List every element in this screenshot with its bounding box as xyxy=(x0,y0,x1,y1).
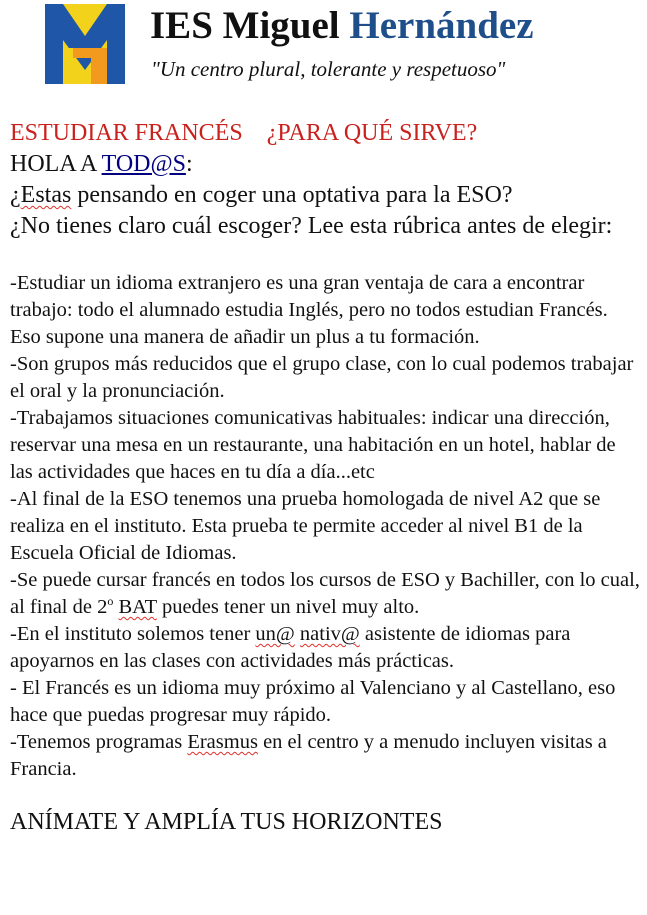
reason-6-flagged-word-2: nativ@ xyxy=(299,623,360,645)
greeting-suffix: : xyxy=(185,151,193,177)
question-1-rest: pensando en coger una optativa para la ESO? xyxy=(71,182,513,208)
document-title xyxy=(10,118,640,149)
question-2: ¿No tienes claro cuál escoger? Lee esta rúbrica antes de elegir: xyxy=(10,213,613,239)
closing-line: ANÍMATE Y AMPLÍA TUS HORIZONTES xyxy=(10,809,443,835)
reason-8-flagged-word: Erasmus xyxy=(187,731,258,753)
reason-paragraph xyxy=(10,729,640,783)
page-header xyxy=(0,0,647,100)
school-motto: "Un centro plural, tolerante y respetuoso" xyxy=(151,57,506,81)
school-name-part2: Hernández xyxy=(349,4,534,47)
reason-5-start: -Se puede cursar francés en todos los cursos de ESO y Bachiller, con lo cual, al final de 2 xyxy=(10,569,640,618)
reason-paragraph: -Trabajamos situaciones comunicativas habituales: indicar una dirección, reservar una mesa en un restaurante, una habitación en un hotel, hablar de las actividades que haces en tu día a día...etc xyxy=(10,407,616,483)
greeting-prefix: HOLA A xyxy=(10,151,102,177)
reason-paragraph: -Estudiar un idioma extranjero es una gran ventaja de cara a encontrar trabajo: todo el alumnado estudia Inglés, pero no todos estudian Francés. Eso supone una manera de añadir un plus a tu formación. xyxy=(10,272,608,348)
reason-8-rest: en el centro y a menudo incluyen visitas a Francia. xyxy=(10,731,607,780)
reason-5-flagged-word: BAT xyxy=(118,596,157,618)
reason-6-rest: asistente de idiomas para apoyarnos en las clases con actividades más prácticas. xyxy=(10,623,571,672)
reason-8-start: -Tenemos programas xyxy=(10,731,188,753)
document-body xyxy=(10,118,640,838)
blank-line xyxy=(10,783,640,807)
title-left: ESTUDIAR FRANCÉS xyxy=(10,120,243,146)
reason-paragraph: -Son grupos más reducidos que el grupo clase, con lo cual podemos trabajar el oral y la pronunciación. xyxy=(10,353,634,402)
blank-line xyxy=(10,242,640,270)
ordinal-superscript: o xyxy=(107,594,114,609)
question-1 xyxy=(10,180,640,211)
school-logo xyxy=(45,4,125,84)
school-name xyxy=(150,4,534,48)
reason-paragraph: -Al final de la ESO tenemos una prueba homologada de nivel A2 que se realiza en el instituto. Esta prueba te permite acceder al nivel B1 de la Escuela Oficial de Idiomas. xyxy=(10,488,601,564)
reason-6-start: -En el instituto solemos tener xyxy=(10,623,256,645)
reasons-list xyxy=(10,270,640,783)
question-1-start: ¿ xyxy=(10,182,21,208)
greeting-link[interactable]: TOD@S xyxy=(101,151,186,177)
reason-paragraph xyxy=(10,567,640,621)
reason-5-rest: puedes tener un nivel muy alto. xyxy=(156,596,420,618)
reason-paragraph xyxy=(10,621,640,675)
school-name-part1: IES Miguel xyxy=(150,4,340,47)
question-1-flagged-word: Estas xyxy=(20,182,72,208)
reason-paragraph: - El Francés es un idioma muy próximo al Valenciano y al Castellano, eso hace que puedas progresar muy rápido. xyxy=(10,677,616,726)
reason-6-flagged-word-1: un@ xyxy=(255,623,295,645)
greeting xyxy=(10,149,640,180)
title-right: ¿PARA QUÉ SIRVE? xyxy=(266,120,478,146)
